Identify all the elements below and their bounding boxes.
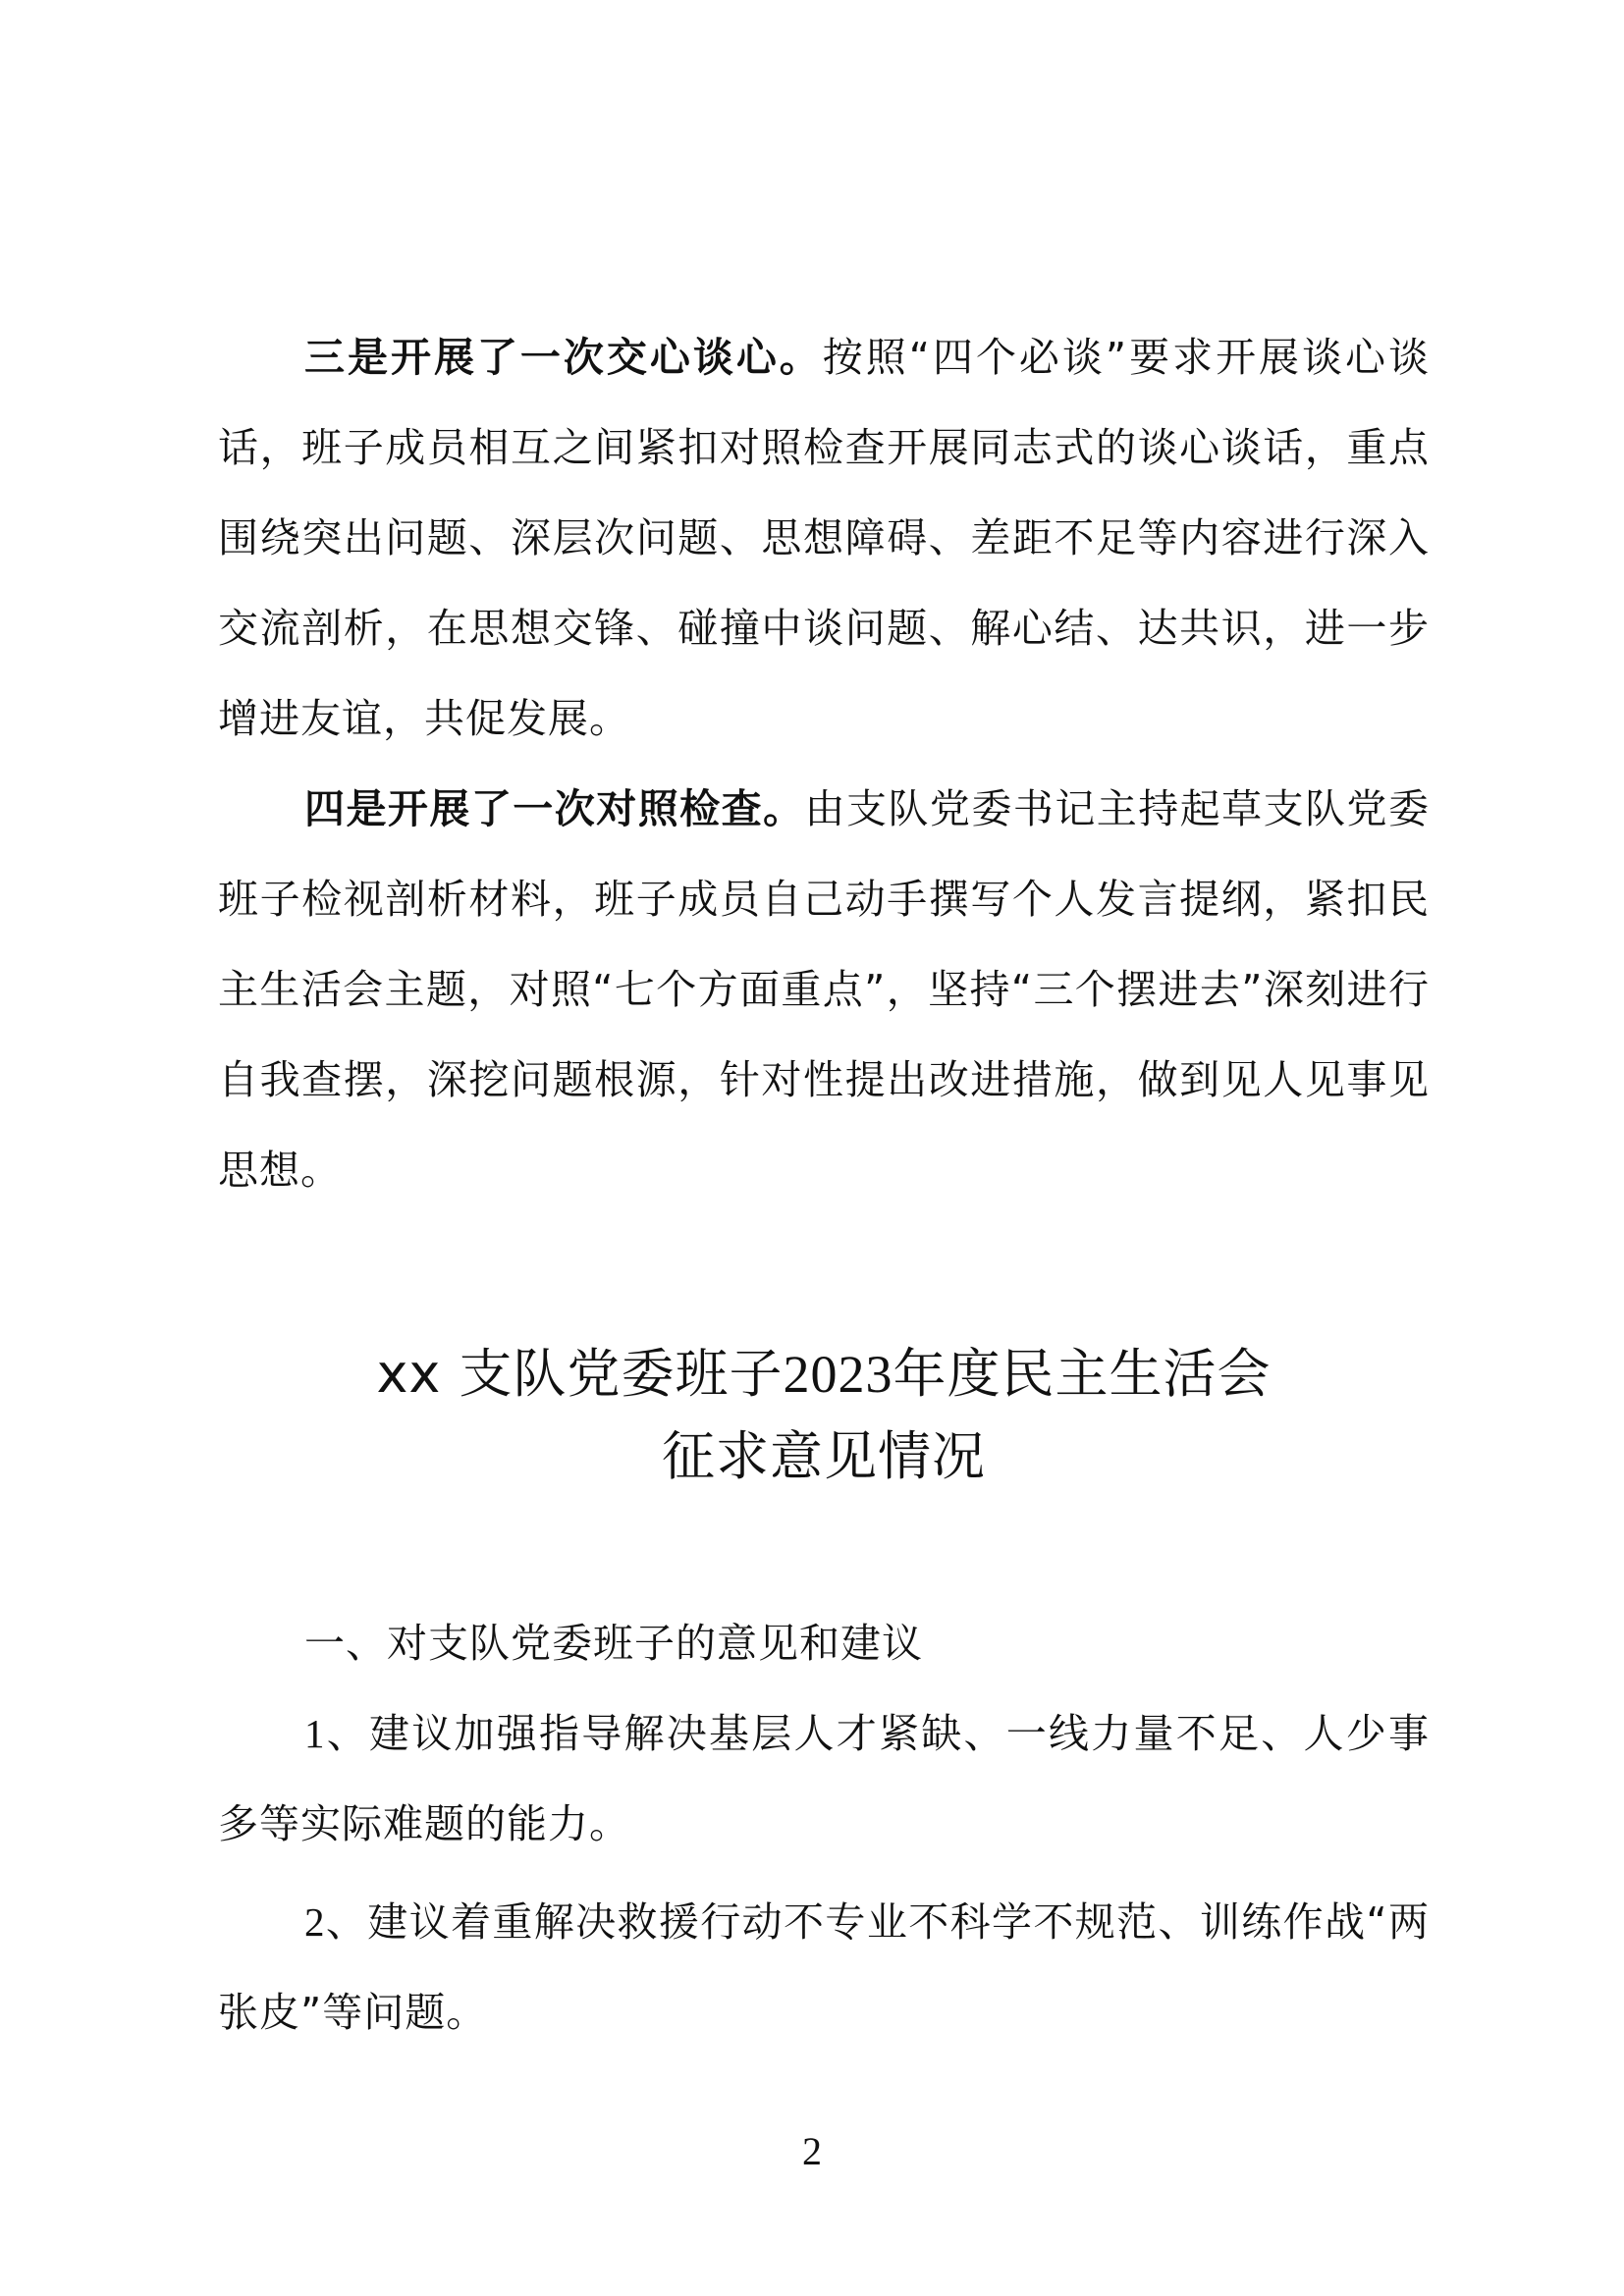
paragraph-lead: 四是开展了一次对照检查。: [304, 785, 805, 832]
opinions-section: [218, 1598, 1430, 2057]
item-number: 2: [304, 1899, 326, 1945]
paragraph-text: 按照“四个必谈”要求开展谈心谈话，班子成员相互之间紧扣对照检查开展同志式的谈心谈话，重点围绕突出问题、深层次问题、思想障碍、差距不足等内容进行深入交流剖析，在思想交锋、碰撞中谈问题、解心结、达共识，进一步增进友谊，共促发展。: [218, 334, 1431, 742]
paragraph-heart-to-heart-talk: [218, 312, 1430, 764]
body-text: [218, 312, 1430, 1215]
paragraph-lead: 三是开展了一次交心谈心。: [304, 334, 823, 381]
list-item: [218, 1877, 1430, 2057]
title-line-1: [218, 1333, 1430, 1415]
title-prefix: xx 支队党委班子: [376, 1343, 784, 1405]
section-heading: 一、对支队党委班子的意见和建议: [304, 1620, 923, 1667]
title-line-2: 征求意见情况: [662, 1425, 986, 1487]
title-suffix: 年度民主生活会: [893, 1343, 1272, 1405]
list-item: [218, 1688, 1430, 1869]
item-text: 、建议加强指导解决基层人才紧缺、一线力量不足、人少事多等实际难题的能力。: [218, 1710, 1430, 1847]
item-number: 1: [304, 1711, 326, 1756]
page-number: 2: [802, 2129, 822, 2173]
item-text: 、建议着重解决救援行动不专业不科学不规范、训练作战“两张皮”等问题。: [218, 1898, 1430, 2036]
title-year: 2023: [783, 1345, 893, 1404]
paragraph-text: 由支队党委书记主持起草支队党委班子检视剖析材料，班子成员自己动手撰写个人发言提纲，紧扣民主生活会主题，对照“七个方面重点”，坚持“三个摆进去”深刻进行自我查摆，深挖问题根源，针对性提出改进措施，做到见人见事见思想。: [218, 785, 1431, 1194]
paragraph-self-examination: [218, 764, 1430, 1215]
document-title: [218, 1333, 1430, 1498]
